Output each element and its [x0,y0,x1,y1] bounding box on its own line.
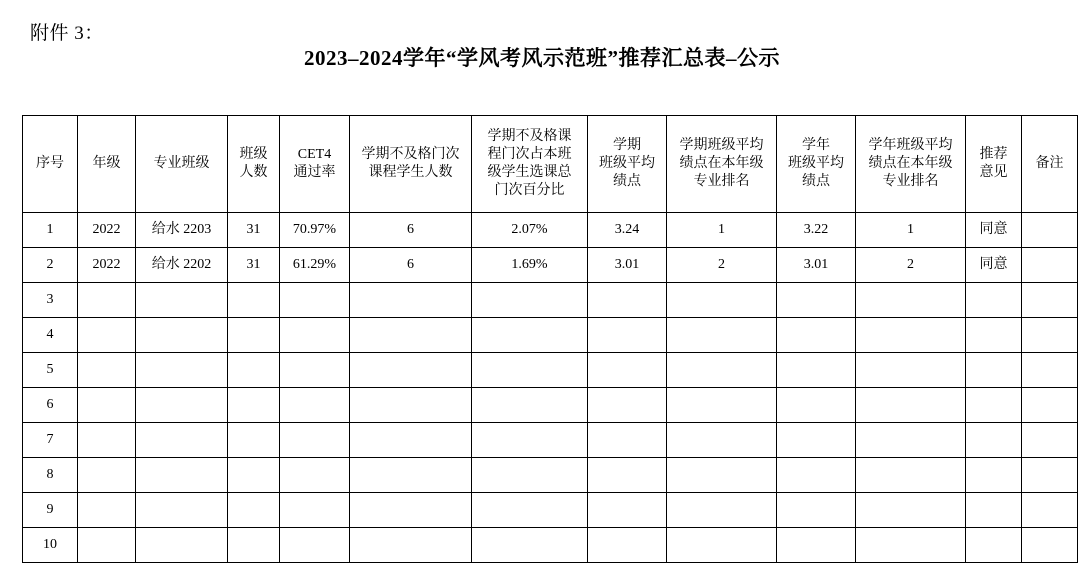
cell-term-rank [667,458,777,493]
cell-seq: 4 [23,318,78,353]
header-line: 学期班级平均 [679,137,764,153]
header-line: 年级 [92,155,121,171]
cell-grade [78,423,136,458]
table-row [23,213,1078,248]
page-title: 2023–2024学年“学风考风示范班”推荐汇总表–公示 [304,46,780,70]
cell-term-rank: 1 [667,213,777,248]
cell-fail-percent [472,528,588,563]
cell-fail-students [350,388,472,423]
header-line: 课程学生人数 [368,165,453,180]
cell-recommendation [966,423,1022,458]
cell-term-gpa [588,388,667,423]
cell-class-size [228,458,280,493]
cell-seq: 10 [23,528,78,563]
cell-class [136,493,228,528]
cell-cet4-rate [280,458,350,493]
column-header-term-rank [667,116,777,213]
cell-remark [1022,423,1078,458]
cell-term-rank [667,493,777,528]
cell-grade [78,388,136,423]
header-line: 人数 [239,165,268,180]
column-header-class [136,116,228,213]
cell-term-rank [667,283,777,318]
cell-year-rank [856,493,966,528]
cell-remark [1022,248,1078,283]
summary-table-container [22,115,1062,563]
cell-recommendation: 同意 [966,248,1022,283]
cell-term-gpa [588,458,667,493]
cell-term-gpa [588,423,667,458]
cell-fail-students [350,458,472,493]
cell-seq: 5 [23,353,78,388]
cell-year-gpa: 3.01 [777,248,856,283]
cell-year-rank [856,353,966,388]
cell-fail-students [350,283,472,318]
cell-fail-percent [472,423,588,458]
table-row [23,388,1078,423]
cell-year-rank: 1 [856,213,966,248]
cell-class [136,283,228,318]
header-line: CET4 [297,146,332,162]
column-header-term-gpa [588,116,667,213]
cell-fail-students [350,353,472,388]
cell-fail-students [350,493,472,528]
header-line: 通过率 [293,165,336,180]
cell-class [136,318,228,353]
table-row [23,318,1078,353]
cell-seq: 8 [23,458,78,493]
cell-cet4-rate [280,423,350,458]
cell-year-rank [856,458,966,493]
table-header [23,116,1078,213]
header-line: 班级平均 [599,155,655,171]
cell-year-rank [856,318,966,353]
cell-class-size [228,528,280,563]
cell-year-gpa [777,528,856,563]
cell-class-size [228,493,280,528]
cell-grade [78,353,136,388]
cell-term-rank [667,528,777,563]
cell-cet4-rate [280,388,350,423]
cell-cet4-rate [280,493,350,528]
cell-fail-students [350,318,472,353]
cell-remark [1022,283,1078,318]
cell-fail-students [350,528,472,563]
column-header-class-size [228,116,280,213]
table-header-row [23,116,1078,213]
cell-grade [78,458,136,493]
header-line: 绩点 [613,174,641,190]
header-line: 专业班级 [153,155,210,171]
cell-term-gpa [588,528,667,563]
cell-year-rank [856,388,966,423]
cell-recommendation [966,458,1022,493]
cell-year-gpa [777,353,856,388]
header-line: 学期不及格门次 [361,146,460,162]
cell-year-rank: 2 [856,248,966,283]
column-header-cet4-rate [280,116,350,213]
header-line: 序号 [36,155,64,171]
cell-class-size [228,388,280,423]
cell-recommendation [966,388,1022,423]
cell-class: 给水 2203 [136,213,228,248]
cell-recommendation [966,493,1022,528]
cell-class-size [228,423,280,458]
cell-seq: 9 [23,493,78,528]
cell-remark [1022,318,1078,353]
cell-grade [78,528,136,563]
header-line: 班级平均 [788,155,844,171]
header-line: 程门次占本班 [487,146,572,162]
header-line: 学期 [613,137,641,153]
cell-fail-percent [472,318,588,353]
cell-fail-students: 6 [350,248,472,283]
cell-remark [1022,493,1078,528]
cell-seq: 2 [23,248,78,283]
cell-class-size [228,283,280,318]
cell-remark [1022,458,1078,493]
header-line: 学年 [802,137,830,153]
cell-year-gpa: 3.22 [777,213,856,248]
table-row [23,458,1078,493]
header-line: 专业排名 [882,174,939,190]
cell-term-gpa: 3.24 [588,213,667,248]
cell-recommendation [966,353,1022,388]
cell-fail-percent [472,388,588,423]
cell-remark [1022,388,1078,423]
cell-seq: 6 [23,388,78,423]
cell-term-gpa [588,353,667,388]
cell-grade [78,493,136,528]
cell-class-size: 31 [228,213,280,248]
cell-grade [78,283,136,318]
cell-grade: 2022 [78,248,136,283]
cell-fail-percent [472,353,588,388]
table-row [23,423,1078,458]
cell-seq: 7 [23,423,78,458]
cell-year-gpa [777,388,856,423]
header-line: 备注 [1035,155,1064,171]
header-line: 专业排名 [693,174,750,190]
cell-year-gpa [777,283,856,318]
cell-class-size [228,353,280,388]
cell-remark [1022,213,1078,248]
cell-class [136,423,228,458]
cell-fail-percent [472,283,588,318]
cell-year-rank [856,528,966,563]
cell-term-rank [667,318,777,353]
header-line: 推荐 [979,146,1008,162]
cell-cet4-rate [280,353,350,388]
cell-recommendation [966,528,1022,563]
cell-term-rank [667,423,777,458]
cell-cet4-rate [280,318,350,353]
header-line: 级学生选课总 [487,165,572,180]
column-header-remark [1022,116,1078,213]
cell-recommendation: 同意 [966,213,1022,248]
cell-term-gpa [588,318,667,353]
header-line: 绩点在本年级 [679,155,764,171]
cell-fail-percent: 2.07% [472,213,588,248]
cell-cet4-rate [280,528,350,563]
cell-recommendation [966,318,1022,353]
attachment-label: 附件 3： [30,23,104,44]
summary-table [22,115,1078,563]
cell-class [136,458,228,493]
cell-recommendation [966,283,1022,318]
cell-year-gpa [777,493,856,528]
cell-year-rank [856,423,966,458]
cell-remark [1022,353,1078,388]
column-header-fail-percent [472,116,588,213]
cell-fail-students [350,423,472,458]
table-row [23,248,1078,283]
table-body [23,213,1078,563]
cell-grade [78,318,136,353]
cell-term-gpa [588,283,667,318]
cell-term-rank [667,353,777,388]
header-line: 绩点在本年级 [868,155,953,171]
cell-class: 给水 2202 [136,248,228,283]
header-line: 班级 [239,146,268,162]
cell-cet4-rate: 61.29% [280,248,350,283]
cell-class-size: 31 [228,248,280,283]
cell-grade: 2022 [78,213,136,248]
cell-class [136,388,228,423]
cell-class-size [228,318,280,353]
cell-year-gpa [777,318,856,353]
cell-cet4-rate [280,283,350,318]
cell-fail-percent [472,493,588,528]
cell-year-rank [856,283,966,318]
column-header-recommendation [966,116,1022,213]
cell-year-gpa [777,423,856,458]
column-header-year-rank [856,116,966,213]
header-line: 门次百分比 [494,183,565,199]
cell-remark [1022,528,1078,563]
header-line: 绩点 [802,174,830,190]
cell-term-rank: 2 [667,248,777,283]
cell-cet4-rate: 70.97% [280,213,350,248]
cell-fail-percent [472,458,588,493]
cell-class [136,528,228,563]
header-line: 意见 [979,165,1008,180]
cell-term-rank [667,388,777,423]
header-line: 学期不及格课 [487,128,572,144]
cell-class [136,353,228,388]
cell-term-gpa [588,493,667,528]
cell-seq: 1 [23,213,78,248]
column-header-seq [23,116,78,213]
cell-fail-percent: 1.69% [472,248,588,283]
cell-fail-students: 6 [350,213,472,248]
table-row [23,353,1078,388]
column-header-grade [78,116,136,213]
table-row [23,493,1078,528]
cell-seq: 3 [23,283,78,318]
cell-term-gpa: 3.01 [588,248,667,283]
header-line: 学年班级平均 [868,137,953,153]
cell-year-gpa [777,458,856,493]
column-header-fail-students [350,116,472,213]
column-header-year-gpa [777,116,856,213]
table-row [23,283,1078,318]
table-row [23,528,1078,563]
